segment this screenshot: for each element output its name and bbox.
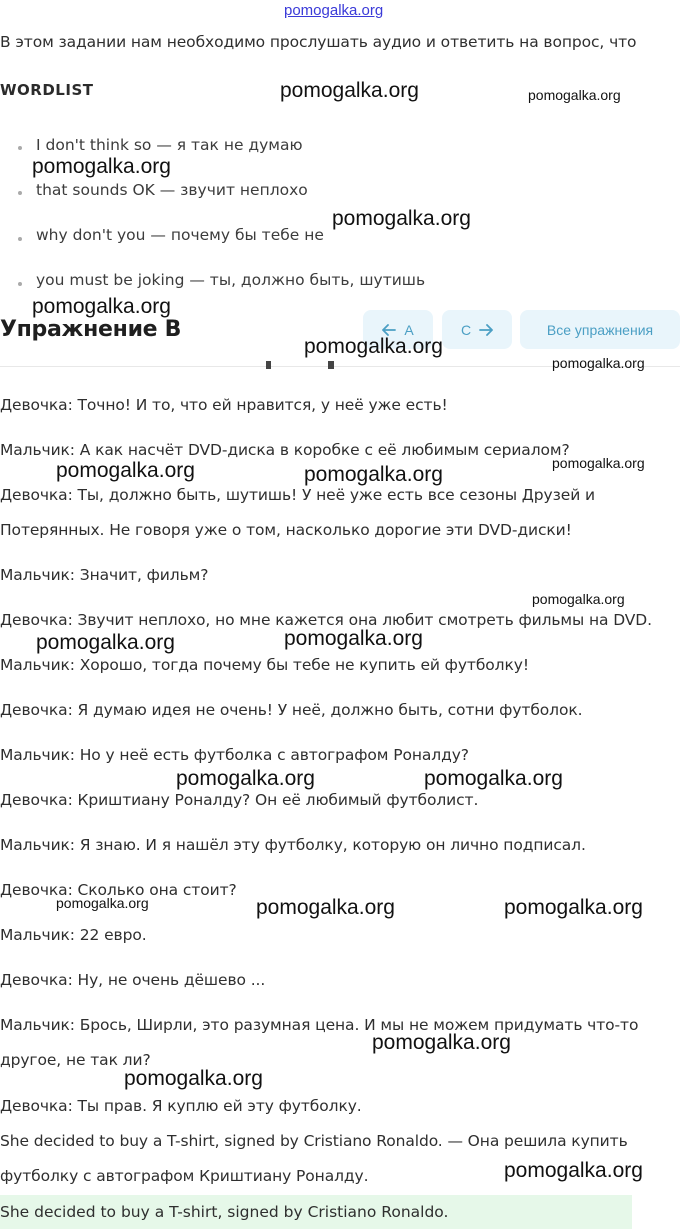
dialogue-line: Девочка: Звучит неплохо, но мне кажется она любит смотреть фильмы на DVD. <box>0 611 652 629</box>
next-exercise-label: C <box>460 321 472 338</box>
watermark: pomogalka.org <box>56 459 195 482</box>
dialogue-line: Девочка: Точно! И то, что ей нравится, у неё уже есть! <box>0 396 448 414</box>
dialogue-line: Девочка: Сколько она стоит? <box>0 881 237 899</box>
bullet-icon <box>18 237 22 241</box>
wordlist-item: why don't you — почему бы тебе не <box>36 226 324 244</box>
dialogue-line: She decided to buy a T-shirt, signed by Cristiano Ronaldo. — Она решила купить <box>0 1132 628 1150</box>
watermark: pomogalka.org <box>528 87 621 103</box>
watermark: pomogalka.org <box>32 155 171 178</box>
intro-text: В этом задании нам необходимо прослушать аудио и ответить на вопрос, что <box>0 33 637 51</box>
exercise-title: Упражнение B <box>0 317 182 342</box>
bullet-icon <box>18 146 22 150</box>
next-exercise-button[interactable] <box>442 310 512 349</box>
prev-exercise-label: A <box>404 321 414 338</box>
dialogue-line: Мальчик: Я знаю. И я нашёл эту футболку, которую он лично подписал. <box>0 836 586 854</box>
dialogue-line: Девочка: Я думаю идея не очень! У неё, должно быть, сотни футболок. <box>0 701 583 719</box>
dialogue-line: Девочка: Криштиану Роналду? Он её любимый футболист. <box>0 791 479 809</box>
dialogue-line: Девочка: Ну, не очень дёшево ... <box>0 971 266 989</box>
clipped-text-fragment <box>266 361 271 369</box>
watermark: pomogalka.org <box>532 591 625 607</box>
wordlist-item: you must be joking — ты, должно быть, шутишь <box>36 271 426 289</box>
watermark: pomogalka.org <box>304 463 443 486</box>
dialogue-line: Мальчик: 22 евро. <box>0 926 147 944</box>
watermark: pomogalka.org <box>304 335 443 358</box>
dialogue-line: Потерянных. Не говоря уже о том, насколько дорогие эти DVD-диски! <box>0 521 572 539</box>
bullet-icon <box>18 191 22 195</box>
wordlist-item: that sounds OK — звучит неплохо <box>36 181 308 199</box>
watermark: pomogalka.org <box>56 895 149 911</box>
dialogue-line: Девочка: Ты, должно быть, шутишь! У неё уже есть все сезоны Друзей и <box>0 486 595 504</box>
watermark: pomogalka.org <box>256 896 395 919</box>
dialogue-line: Мальчик: А как насчёт DVD-диска в коробке с её любимым сериалом? <box>0 441 570 459</box>
all-exercises-label: Все упражнения <box>546 321 654 338</box>
watermark: pomogalka.org <box>36 631 175 654</box>
bullet-icon <box>18 282 22 286</box>
dialogue-line: другое, не так ли? <box>0 1051 151 1069</box>
watermark: pomogalka.org <box>124 1067 263 1090</box>
arrow-left-icon <box>382 324 396 336</box>
watermark: pomogalka.org <box>424 767 563 790</box>
dialogue-line: Мальчик: Брось, Ширли, это разумная цена. И мы не можем придумать что-то <box>0 1016 639 1034</box>
dialogue-line: Девочка: Ты прав. Я куплю ей эту футболку. <box>0 1097 362 1115</box>
wordlist-item: I don't think so — я так не думаю <box>36 136 303 154</box>
watermark: pomogalka.org <box>372 1031 511 1054</box>
watermark: pomogalka.org <box>552 355 645 371</box>
watermark: pomogalka.org <box>552 455 645 471</box>
answer-text: She decided to buy a T-shirt, signed by Cristiano Ronaldo. <box>0 1203 449 1221</box>
dialogue-line: Мальчик: Значит, фильм? <box>0 566 209 584</box>
watermark: pomogalka.org <box>284 627 423 650</box>
watermark: pomogalka.org <box>280 79 419 102</box>
wordlist-title: WORDLIST <box>0 81 94 99</box>
all-exercises-button[interactable] <box>520 310 680 349</box>
clipped-text-fragment <box>328 361 334 369</box>
dialogue-line: Мальчик: Хорошо, тогда почему бы тебе не купить ей футболку! <box>0 656 529 674</box>
watermark: pomogalka.org <box>504 1159 643 1182</box>
dialogue-line: футболку с автографом Криштиану Роналду. <box>0 1167 369 1185</box>
site-link[interactable]: pomogalka.org <box>284 2 384 19</box>
dialogue-line: Мальчик: Но у неё есть футболка с автографом Роналду? <box>0 746 469 764</box>
watermark: pomogalka.org <box>504 896 643 919</box>
watermark: pomogalka.org <box>176 767 315 790</box>
watermark: pomogalka.org <box>332 207 471 230</box>
arrow-right-icon <box>479 324 493 336</box>
watermark: pomogalka.org <box>32 295 171 318</box>
